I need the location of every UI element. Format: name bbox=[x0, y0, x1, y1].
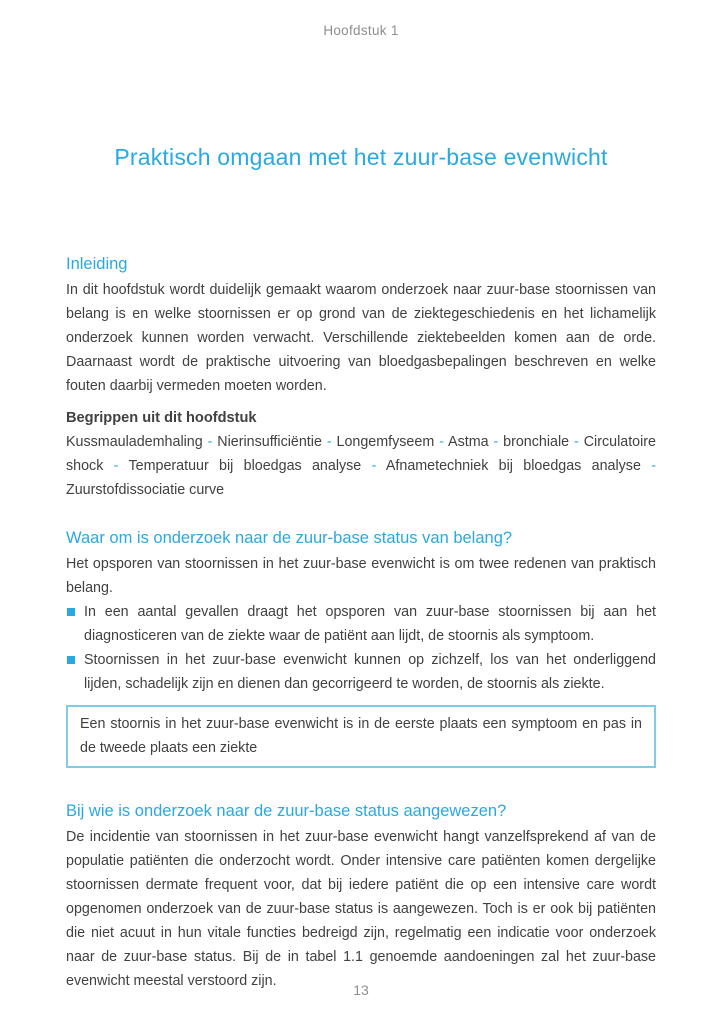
paragraph-waarom: Het opsporen van stoornissen in het zuur-base evenwicht is om twee redenen van praktisch belang. bbox=[66, 556, 656, 596]
section-heading-bijwie: Bij wie is onderzoek naar de zuur-base status aangewezen? bbox=[66, 802, 507, 820]
list-item bbox=[66, 600, 656, 648]
square-bullet-icon bbox=[67, 656, 75, 664]
paragraph-inleiding: In dit hoofdstuk wordt duidelijk gemaakt waarom onderzoek naar zuur-base stoornissen van belang is en welke stoornissen er op grond van de ziektegeschiedenis en het lichamelijk onderzoek kunnen worden verwacht. Verschillende ziektebeelden komen aan de orde. Daarnaast wordt de praktische uitvoering van bloedgasbepalingen beschreven en welke fouten daarbij vermeden moeten worden. bbox=[66, 282, 656, 394]
square-bullet-icon bbox=[67, 608, 75, 616]
callout-box: Een stoornis in het zuur-base evenwicht is in de eerste plaats een symptoom en pas in de tweede plaats een ziekte bbox=[66, 705, 656, 768]
running-header: Hoofdstuk 1 bbox=[323, 23, 399, 38]
waarom-bullet-list bbox=[66, 600, 656, 696]
section-heading-inleiding: Inleiding bbox=[66, 255, 128, 273]
list-item bbox=[66, 648, 656, 696]
term-separator: - bbox=[574, 434, 579, 450]
list-item-text: In een aantal gevallen draagt het opsporen van zuur-base stoornissen bij aan het diagnosticeren van de ziekte waar de patiënt aan lijdt, de stoornis als symptoom. bbox=[84, 604, 656, 644]
term-separator: - bbox=[207, 434, 213, 450]
section-bijwie bbox=[66, 800, 656, 993]
term-separator: - bbox=[493, 434, 499, 450]
term-separator: - bbox=[326, 434, 332, 450]
term-separator: - bbox=[651, 458, 656, 474]
term-separator: - bbox=[439, 434, 444, 450]
begrippen-terms: Kussmaulademhaling - Nierinsufficiëntie - Longemfyseem - Astma - bronchiale - Circulatoire shock - Temperatuur bij bloedgas analyse - Afnametechniek bij bloedgas analyse - Zuurstofdissociatie curve bbox=[66, 434, 657, 498]
paragraph-bijwie: De incidentie van stoornissen in het zuur-base evenwicht hangt vanzelfsprekend af van de populatie patiënten die onderzocht wordt. Onder intensive care patiënten komen dergelijke stoornissen dermate frequent voor, dat bij iedere patiënt die op een intensive care wordt opgenomen onderzoek van de zuur-base status is aangewezen. Toch is er ook bij patiënten die niet acuut in hun vitale functies bedreigd zijn, regelmatig een indicatie voor onderzoek naar de zuur-base status. Bij de in tabel 1.1 genoemde aandoeningen zal het zuur-base evenwicht meestal verstoord zijn. bbox=[66, 829, 656, 989]
section-inleiding bbox=[66, 253, 656, 398]
term-separator: - bbox=[113, 458, 119, 474]
page-number: 13 bbox=[353, 982, 369, 998]
section-begrippen bbox=[66, 407, 656, 502]
term-separator: - bbox=[371, 458, 377, 474]
section-heading-waarom: Waar om is onderzoek naar de zuur-base status van belang? bbox=[66, 529, 513, 547]
chapter-title: Praktisch omgaan met het zuur-base evenwicht bbox=[114, 144, 608, 170]
section-waarom bbox=[66, 527, 656, 696]
section-heading-begrippen: Begrippen uit dit hoofdstuk bbox=[66, 410, 257, 426]
list-item-text: Stoornissen in het zuur-base evenwicht kunnen op zichzelf, los van het onderliggend lijden, schadelijk zijn en dienen dan gecorrigeerd te worden, de stoornis als ziekte. bbox=[84, 652, 656, 692]
